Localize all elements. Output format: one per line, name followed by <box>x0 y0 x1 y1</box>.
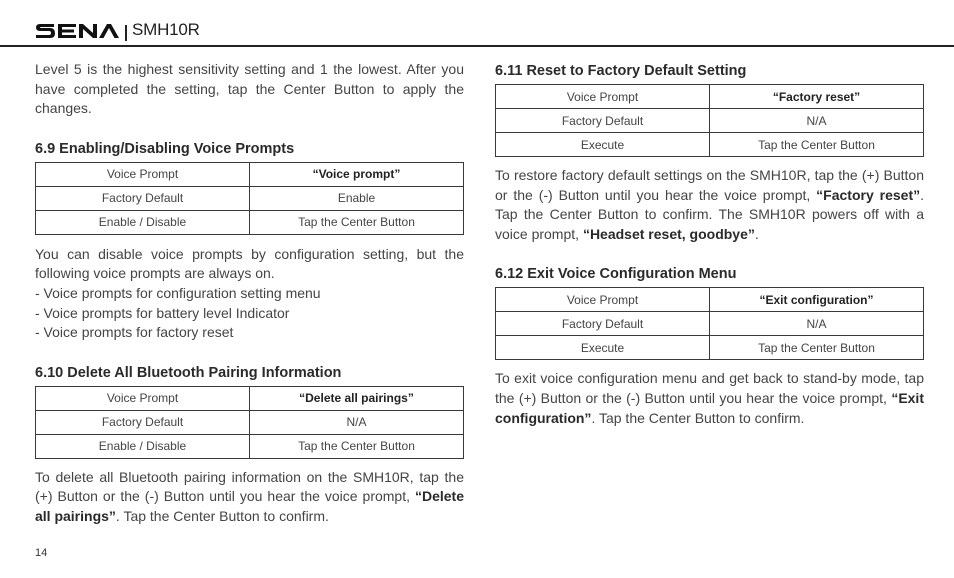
intro-paragraph: Level 5 is the highest sensitivity setting and 1 the lowest. After you have completed the setting, tap the Center Button to apply the changes. <box>35 61 464 117</box>
left-column <box>35 60 464 527</box>
table-cell: Voice Prompt <box>496 288 710 312</box>
table-cell: Enable <box>250 186 464 210</box>
right-column <box>495 60 924 428</box>
section-6-12-heading: 6.12 Exit Voice Configuration Menu <box>495 266 737 283</box>
table-cell: “Voice prompt” <box>250 162 464 186</box>
table-row <box>496 85 924 109</box>
table-cell: Execute <box>496 336 710 360</box>
table-cell: Tap the Center Button <box>710 133 924 157</box>
table-cell: Factory Default <box>496 109 710 133</box>
voice-prompt-text: “Factory reset” <box>816 186 921 203</box>
table-cell: “Delete all pairings” <box>250 386 464 410</box>
table-row <box>496 312 924 336</box>
list-item: - Voice prompts for battery level Indicator <box>35 304 290 321</box>
table-cell: Enable / Disable <box>36 434 250 458</box>
section-6-11-paragraph <box>495 166 924 244</box>
table-row <box>36 186 464 210</box>
table-cell: Voice Prompt <box>36 162 250 186</box>
table-row <box>496 133 924 157</box>
section-6-11-heading: 6.11 Reset to Factory Default Setting <box>495 63 747 79</box>
section-6-9-heading: 6.9 Enabling/Disabling Voice Prompts <box>35 140 295 157</box>
table-cell: Enable / Disable <box>36 210 250 234</box>
table-cell: Tap the Center Button <box>250 434 464 458</box>
table-cell: Tap the Center Button <box>250 210 464 234</box>
section-6-12-paragraph <box>495 369 924 428</box>
table-row <box>496 336 924 360</box>
table-row <box>36 386 464 410</box>
table-row <box>36 210 464 234</box>
section-6-12-table <box>495 287 924 360</box>
text-run: . Tap the Center Button to confirm. <box>591 409 805 426</box>
text-run: . <box>754 225 759 242</box>
section-6-10-paragraph <box>35 468 464 527</box>
table-cell: Tap the Center Button <box>710 336 924 360</box>
section-6-10-heading: 6.10 Delete All Bluetooth Pairing Information <box>35 364 342 381</box>
text-run: To delete all Bluetooth pairing information on the SMH10R, tap the (+) Button or the (-) Button until you hear the voice prompt, <box>35 468 464 505</box>
table-cell: Factory Default <box>36 186 250 210</box>
table-cell: N/A <box>250 410 464 434</box>
table-cell: Factory Default <box>36 410 250 434</box>
table-cell: Voice Prompt <box>496 85 710 109</box>
voice-prompt-text: “Exit configuration” <box>495 389 924 426</box>
text-run: . Tap the Center Button to confirm. <box>115 507 329 524</box>
table-cell: “Factory reset” <box>710 85 924 109</box>
page-number: 14 <box>35 547 48 559</box>
list-item: - Voice prompts for factory reset <box>35 324 234 341</box>
table-cell: Factory Default <box>496 312 710 336</box>
table-cell: Voice Prompt <box>36 386 250 410</box>
table-row <box>496 109 924 133</box>
section-6-11-table <box>495 84 924 157</box>
table-cell: N/A <box>710 109 924 133</box>
table-row <box>36 410 464 434</box>
table-row <box>36 434 464 458</box>
table-row <box>36 162 464 186</box>
model-name: SMH10R <box>132 20 200 39</box>
table-cell: N/A <box>710 312 924 336</box>
text-run: . Tap the Center Button to confirm. The SMH10R powers off with a voice prompt, <box>495 186 924 242</box>
list-item: - Voice prompts for configuration setting menu <box>35 284 321 301</box>
section-6-9-paragraph: You can disable voice prompts by configuration setting, but the following voice prompts are always on. <box>35 245 464 282</box>
text-run: To restore factory default settings on the SMH10R, tap the (+) Button or the (-) Button until you hear the voice prompt, <box>495 167 924 203</box>
table-row <box>496 288 924 312</box>
text-run: To exit voice configuration menu and get back to stand-by mode, tap the (+) Button or the (-) Button until you hear the voice prompt, <box>495 370 924 406</box>
header-divider <box>125 25 127 41</box>
voice-prompt-text: “Headset reset, goodbye” <box>582 225 755 242</box>
header-rule <box>0 45 954 47</box>
table-cell: “Exit configuration” <box>710 288 924 312</box>
section-6-10-table <box>35 386 464 459</box>
sena-logo <box>35 22 119 40</box>
section-6-9-table <box>35 162 464 235</box>
voice-prompt-text: “Delete all pairings” <box>35 488 464 524</box>
table-cell: Execute <box>496 133 710 157</box>
